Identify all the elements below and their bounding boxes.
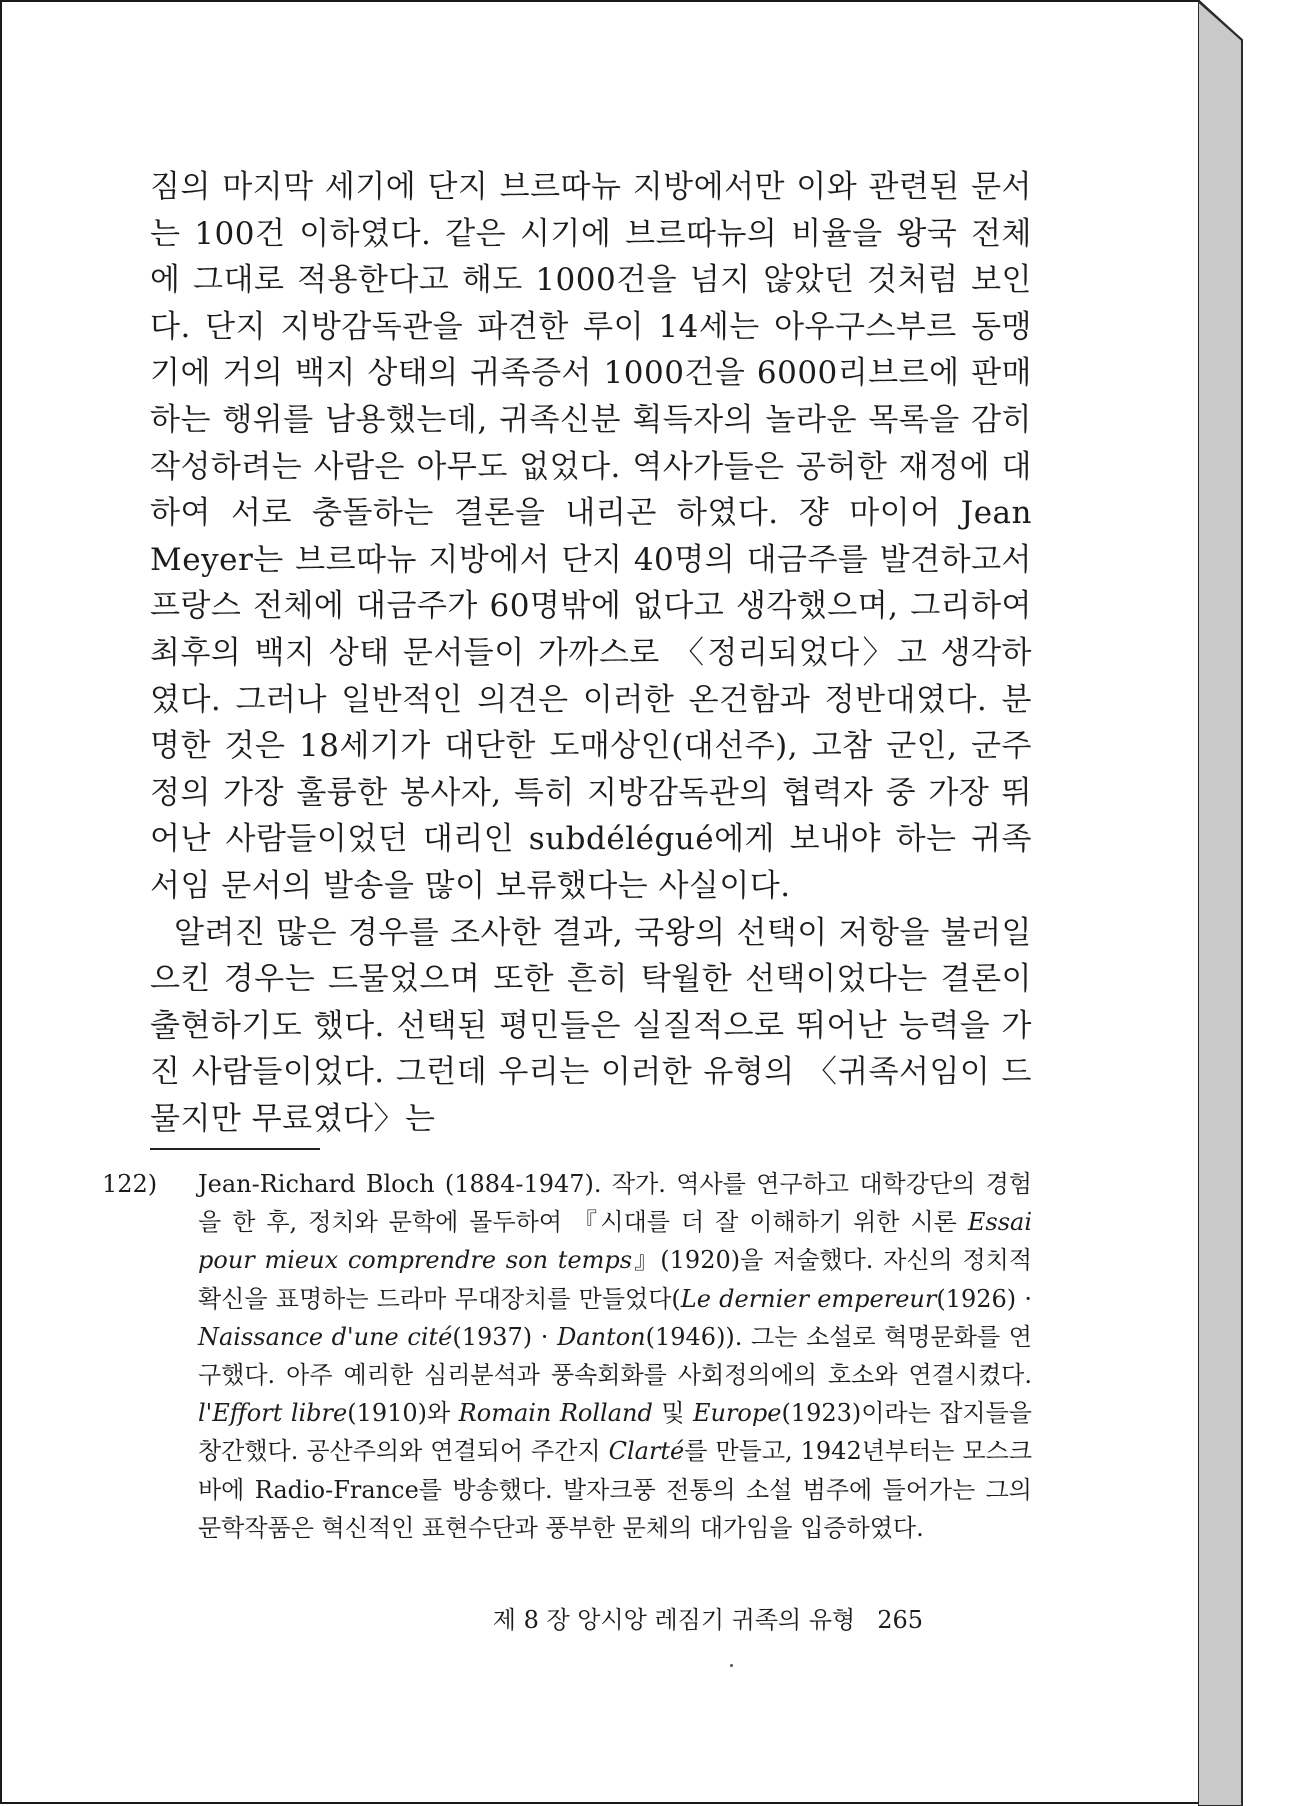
footnote-title: Le dernier empereur <box>680 1284 937 1313</box>
footnote-title: Romain Rolland <box>458 1399 653 1428</box>
running-footer <box>493 1600 923 1635</box>
footnote-text: (1923)이라는 잡지들을 창간했다. 공산주의와 연결되어 주간지 <box>198 1399 1032 1466</box>
footnote-title: Essai pour mieux comprendre son temps <box>198 1208 1032 1275</box>
footnote-title: Clarté <box>608 1437 685 1466</box>
footnote-title: Europe <box>692 1399 782 1428</box>
footnote-122 <box>102 1165 1033 1547</box>
footnote-text: (1937) · <box>452 1322 558 1351</box>
footnote-text: 및 <box>652 1399 693 1428</box>
footnote-title: Danton <box>557 1322 646 1351</box>
page-number: 265 <box>877 1606 923 1634</box>
footnote-number: 122) <box>102 1170 158 1198</box>
footnote-title: l'Effort libre <box>198 1399 348 1428</box>
footnote-text: 를 만들고, 1942년부터는 모스크바에 Radio-France를 방송했다. 발자크풍 전통의 소설 범주에 들어가는 그의 문학작품은 혁신적인 표현수단과 풍부한 문체의 대가임을 입증하였다. <box>198 1437 1033 1542</box>
footnote-title: Naissance d'une cité <box>198 1322 453 1351</box>
page-stack-edge <box>1198 0 1248 1806</box>
footnote-text: (1910)와 <box>347 1399 459 1428</box>
main-text <box>150 164 1032 1142</box>
footnote-divider <box>150 1148 320 1150</box>
paragraph: 알려진 많은 경우를 조사한 결과, 국왕의 선택이 저항을 불러일으킨 경우는 드물었으며 또한 흔히 탁월한 선택이었다는 결론이 출현하기도 했다. 선택된 평민들은 실질적으로 뛰어난 능력을 가진 사람들이었다. 그런데 우리는 이러한 유형의 〈귀족서임이 드물지만 무료였다〉는 <box>150 914 1032 1137</box>
footnote-text: (1946)). 그는 소설로 혁명문화를 연구했다. 아주 예리한 심리분석과 풍속회화를 사회정의에의 호소와 연결시켰다. <box>198 1322 1032 1390</box>
footnote-text: Jean-Richard Bloch (1884-1947). 작가. 역사를 연구하고 대학강단의 경험을 한 후, 정치와 문학에 몰두하여 『시대를 더 잘 이해하기 위한 시론 <box>198 1170 1032 1237</box>
page-edge-graphic <box>1198 0 1248 1806</box>
footnote-text: (1926) · <box>936 1284 1033 1313</box>
chapter-title: 제 8 장 앙시앙 레짐기 귀족의 유형 <box>492 1606 856 1634</box>
scan-speck <box>730 1664 733 1667</box>
paragraph: 짐의 마지막 세기에 단지 브르따뉴 지방에서만 이와 관련된 문서는 100건 이하였다. 같은 시기에 브르따뉴의 비율을 왕국 전체에 그대로 적용한다고 해도 1000건을 넘지 않았던 것처럼 보인다. 단지 지방감독관을 파견한 루이 14세는 아우구스부르 동맹기에 거의 백지 상태의 귀족증서 1000건을 6000리브르에 판매하는 행위를 남용했는데, 귀족신분 획득자의 놀라운 목록을 감히 작성하려는 사람은 아무도 없었다. 역사가들은 공허한 재정에 대하여 서로 충돌하는 결론을 내리곤 하였다. 쟝 마이어 Jean Meyer는 브르따뉴 지방에서 단지 40명의 대금주를 발견하고서 프랑스 전체에 대금주가 60명밖에 없다고 생각했으며, 그리하여 최후의 백지 상태 문서들이 가까스로 〈정리되었다〉고 생각하였다. 그러나 일반적인 의견은 이러한 온건함과 정반대였다. 분명한 것은 18세기가 대단한 도매상인(대선주), 고참 군인, 군주정의 가장 훌륭한 봉사자, 특히 지방감독관의 협력자 중 가장 뛰어난 사람들이었던 대리인 subdélégué에게 보내야 하는 귀족서임 문서의 발송을 많이 보류했다는 사실이다. <box>150 169 1032 904</box>
footnote-text: 』(1920)을 저술했다. 자신의 정치적 확신을 표명하는 드라마 무대장치를 만들었다( <box>198 1246 1033 1313</box>
